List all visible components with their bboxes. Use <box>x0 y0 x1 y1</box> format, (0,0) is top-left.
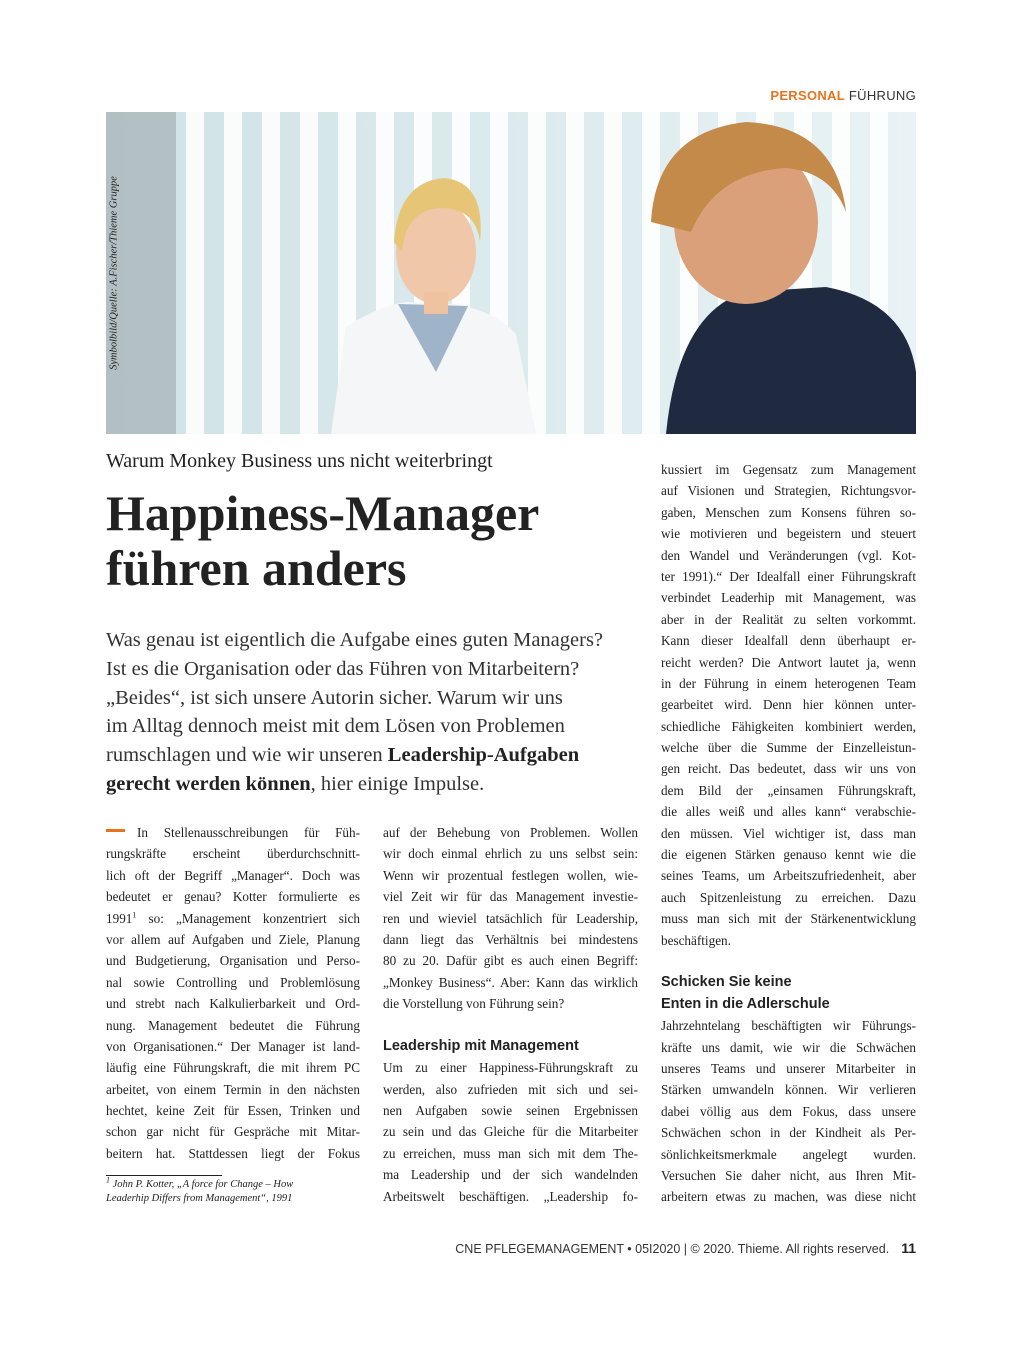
body-line: nen Aufgaben sowie seinen Ergebnissen <box>383 1103 638 1119</box>
lead-line: gerecht werden können, hier einige Impulse. <box>106 772 485 795</box>
footnote-ref[interactable]: 1 <box>132 910 137 920</box>
body-line: läufig eine Führungskraft, die mit ihrem PC <box>106 1060 360 1076</box>
body-line: auch Spitzenleistung zu erreichen. Dazu <box>661 889 916 905</box>
body-line: ter 1991).“ Der Idealfall einer Führungskraft <box>661 568 916 584</box>
page-number: 11 <box>901 1240 916 1256</box>
body-line: aber in der Realität zu selten vorkommt. <box>661 611 916 627</box>
body-line: auf der Behebung von Problemen. Wollen <box>383 825 638 840</box>
body-line: beschäftigen. <box>661 932 731 948</box>
lead-emphasis: gerecht werden können <box>106 772 311 795</box>
lead-in-dash <box>106 829 125 832</box>
body-line: gen reicht. Das bedeutet, dass wir uns von <box>661 761 916 777</box>
article-title <box>106 486 626 596</box>
body-line: schon gar nicht für Gespräche mit Mitar- <box>106 1124 360 1140</box>
footnote-rule <box>106 1175 222 1176</box>
body-line: Um zu einer Happiness-Führungskraft zu <box>383 1060 638 1076</box>
body-line: reicht werden? Die Antwort lautet ja, wenn <box>661 654 916 670</box>
body-line: beitern hat. Stattdessen liegt der Fokus <box>106 1145 360 1161</box>
body-line: welche über die Summe der Einzelleistun- <box>661 740 916 756</box>
body-line: arbeitern etwas zu machen, was diese nicht <box>661 1189 916 1205</box>
body-line: kussiert im Gegensatz zum Management <box>661 462 916 477</box>
body-line: die eigenen Stärken genauso kennt wie die <box>661 847 916 863</box>
subheading: Leadership mit Management <box>383 1037 579 1054</box>
photo-illustration <box>106 112 916 434</box>
body-line: Kann dieser Idealfall denn überhaupt er- <box>661 633 916 649</box>
footnote: $^1$ John P. Kotter, „A force for Change – How Leaderhip Differs from Management“, 1991 <box>106 1175 294 1204</box>
body-line: Stärken umwandeln können. Wir verlieren <box>661 1082 916 1098</box>
body-line: werden, also zufrieden mit sich und sei- <box>383 1081 638 1097</box>
body-line: viel Zeit wir für das Management investie- <box>383 889 638 905</box>
body-line: „Monkey Business“. Aber: Kann das wirklich <box>383 974 638 990</box>
body-line: seines Teams, um Arbeitszufriedenheit, aber <box>661 868 916 884</box>
body-line: wie motivieren und begeistern und steuert <box>661 526 916 542</box>
body-line: Arbeitswelt beschäftigen. „Leadership fo- <box>383 1188 638 1204</box>
lead-emphasis: Leadership-Aufgaben <box>387 744 580 767</box>
body-line: Schwächen schon in der Kindheit als Per- <box>661 1125 916 1141</box>
body-line: unseres Teams und unserer Mitarbeiter in <box>661 1060 916 1076</box>
body-line: schiedliche Fähigkeiten kombiniert werden, <box>661 718 916 734</box>
body-column-2 <box>383 822 638 1207</box>
title-line: führen anders <box>106 540 407 596</box>
body-line: arbeitet, von einem Termin in den nächsten <box>106 1081 360 1097</box>
body-line: zu sein und das Gleiche für die Mitarbeiter <box>383 1124 638 1140</box>
lead-line: Ist es die Organisation oder das Führen von Mitarbeitern? <box>106 657 580 680</box>
body-line: ren und wieviel tatsächlich für Leadership, <box>383 910 638 926</box>
body-line: kräfte uns damit, wie wir die Schwächen <box>661 1039 916 1055</box>
body-line: rungskräfte erscheint überdurchschnitt- <box>106 846 360 862</box>
body-line: und Budgetierung, Organisation und Perso- <box>106 953 360 969</box>
lead-line: im Alltag dennoch meist mit dem Lösen von Problemen <box>106 715 565 738</box>
body-line: und strebt nach Kalkulierbarkeit und Ord- <box>106 996 360 1012</box>
body-line: muss man sich mit der Stärkenentwicklung <box>661 911 916 927</box>
article-photo <box>106 112 916 434</box>
body-line: zu erreichen, muss man sich mit dem The- <box>383 1145 638 1161</box>
lead-line: „Beides“, ist sich unsere Autorin sicher. Warum wir uns <box>106 686 563 709</box>
body-line: nung. Management bedeutet die Führung <box>106 1017 360 1033</box>
body-line: bedeutet er genau? Kotter formulierte es <box>106 889 360 905</box>
body-line: ma Leadership und der sich wandelnden <box>383 1167 638 1183</box>
body-line: gaben, Menschen zum Konsens führen so- <box>661 504 916 520</box>
body-line: verbindet Leaderhip mit Management, was <box>661 590 916 606</box>
title-line: Happiness-Manager <box>106 485 540 541</box>
body-line: gearbeitet wird. Denn hier können unter- <box>661 697 916 713</box>
page-footer <box>455 1240 916 1256</box>
lead-line: rumschlagen und wie wir unseren Leadership-Aufgaben <box>106 744 580 767</box>
body-line: die alles weiß und alles kann“ verabschie- <box>661 804 916 820</box>
section-label: PERSONAL <box>770 88 845 103</box>
body-line: nal sowie Controlling und Problemlösung <box>106 974 360 990</box>
body-line: Wenn wir prozentual festlegen wollen, wie- <box>383 867 638 883</box>
body-line: 1991$^1$ so: „Management konzentriert sich <box>106 910 360 926</box>
body-line: den Wandel und Veränderungen (vgl. Kot- <box>661 547 916 563</box>
body-line: wir doch einmal ehrlich zu uns selbst sein: <box>383 846 638 862</box>
footer-text: CNE PFLEGEMANAGEMENT • 05I2020 | © 2020. Thieme. All rights reserved. <box>455 1242 890 1256</box>
body-column-1 <box>106 822 360 1164</box>
article-kicker: Warum Monkey Business uns nicht weiterbringt <box>106 450 493 472</box>
body-line: In Stellenausschreibungen für Füh- <box>106 822 360 843</box>
body-line: vor allem auf Aufgaben und Ziele, Planung <box>106 931 360 947</box>
lead-line: Was genau ist eigentlich die Aufgabe eines guten Managers? <box>106 629 604 651</box>
body-line: auf Visionen und Strategien, Richtungsvor- <box>661 483 916 499</box>
photo-credit: Symbolbild/Quelle: A.Fischer/Thieme Gruppe <box>108 176 120 370</box>
body-line: Versuchen Sie daher nicht, aus Ihren Mit- <box>661 1167 916 1183</box>
article-lead <box>106 626 646 799</box>
body-line: 80 zu 20. Dafür gibt es auch einen Begriff: <box>383 953 638 969</box>
body-line: Jahrzehntelang beschäftigten wir Führungs- <box>661 1018 916 1034</box>
running-header <box>770 88 916 103</box>
body-line: in der Führung in einem heterogenen Team <box>661 675 916 691</box>
body-line: sönlichkeitsmerkmale angelegt wurden. <box>661 1146 916 1162</box>
body-column-3 <box>661 459 916 1208</box>
body-line: lich oft der Begriff „Manager“. Doch was <box>106 867 360 883</box>
body-line: dem Bild der „einsamen Führungskraft, <box>661 782 916 798</box>
body-line: die Vorstellung von Führung sein? <box>383 996 565 1012</box>
body-line: dabei völlig aus dem Fokus, dass unsere <box>661 1103 916 1119</box>
topic-label: FÜHRUNG <box>848 88 916 103</box>
subheading: Schicken Sie keine <box>661 974 792 991</box>
body-line: von Organisationen.“ Der Manager ist land- <box>106 1038 360 1054</box>
body-line: hechtet, keine Zeit für Essen, Trinken und <box>106 1103 360 1119</box>
body-line: den müssen. Viel wichtiger ist, dass man <box>661 825 916 841</box>
body-line: dann liegt das Verhältnis bei mindestens <box>383 931 638 947</box>
subheading: Enten in die Adlerschule <box>661 995 830 1012</box>
